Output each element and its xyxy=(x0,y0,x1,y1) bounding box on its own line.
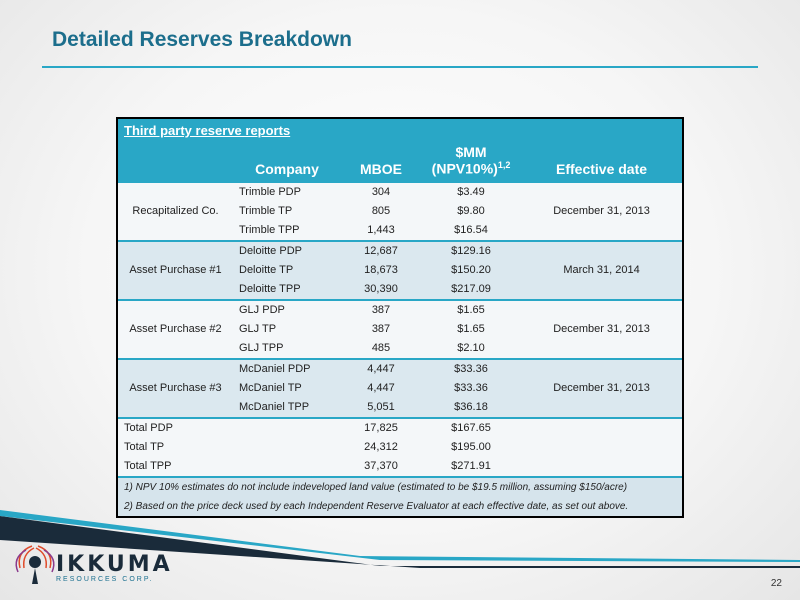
group-label: Asset Purchase #3 xyxy=(118,359,233,418)
mboe-cell: 5,051 xyxy=(367,401,395,414)
npv-cell: $33.36 xyxy=(421,359,521,379)
company-cell: McDaniel TP xyxy=(239,382,302,395)
group-label: Asset Purchase #1 xyxy=(118,241,233,300)
npv-cell: $33.36 xyxy=(454,382,488,395)
page-number: 22 xyxy=(770,578,782,589)
mboe-cell: 4,447 xyxy=(367,382,395,395)
total-label: Total TP xyxy=(124,441,165,454)
npv-cell: $129.16 xyxy=(421,241,521,261)
header-npv-sup: 1,2 xyxy=(497,160,511,170)
logo-name: IKKUMA xyxy=(56,552,173,577)
company-cell: McDaniel TPP xyxy=(239,401,310,414)
company-cell: Trimble PDP xyxy=(239,186,301,199)
company-cell: McDaniel PDP xyxy=(233,359,341,379)
effective-date-cell: December 31, 2013 xyxy=(521,359,682,418)
mboe-cell: 12,687 xyxy=(341,241,421,261)
mboe-cell: 1,443 xyxy=(367,224,395,237)
company-cell: Deloitte PDP xyxy=(233,241,341,261)
mboe-cell: 387 xyxy=(341,300,421,320)
total-mboe: 24,312 xyxy=(364,441,398,454)
mboe-cell: 387 xyxy=(371,323,391,336)
npv-cell: $16.54 xyxy=(454,224,488,237)
effective-date-cell: December 31, 2013 xyxy=(521,300,682,359)
title-divider xyxy=(42,66,758,68)
company-cell: GLJ TPP xyxy=(239,342,284,355)
total-mboe: 17,825 xyxy=(341,418,421,438)
group-label: Asset Purchase #2 xyxy=(118,300,233,359)
effective-date-cell: March 31, 2014 xyxy=(521,241,682,300)
npv-cell: $150.20 xyxy=(451,264,491,277)
table-caption: Third party reserve reports xyxy=(124,123,291,138)
company-cell: GLJ TP xyxy=(239,323,277,336)
company-cell: Deloitte TP xyxy=(239,264,294,277)
total-label: Total TPP xyxy=(124,460,172,473)
total-row xyxy=(118,418,682,438)
total-npv: $167.65 xyxy=(421,418,521,438)
mboe-cell: 304 xyxy=(371,186,391,199)
company-cell: GLJ PDP xyxy=(233,300,341,320)
mboe-cell: 30,390 xyxy=(364,283,398,296)
npv-cell: $217.09 xyxy=(451,283,491,296)
npv-cell: $1.65 xyxy=(457,323,485,336)
header-company: Company xyxy=(255,160,319,177)
page-title: Detailed Reserves Breakdown xyxy=(52,28,352,51)
header-effective-date: Effective date xyxy=(556,160,648,177)
header-npv-line2: (NPV10%) xyxy=(431,160,498,177)
total-row xyxy=(118,457,682,477)
npv-cell: $9.80 xyxy=(457,205,485,218)
mboe-cell: 4,447 xyxy=(341,359,421,379)
mboe-cell: 805 xyxy=(371,205,391,218)
total-mboe: 37,370 xyxy=(364,460,398,473)
npv-cell: $2.10 xyxy=(457,342,485,355)
company-cell: Trimble TP xyxy=(239,205,293,218)
total-row xyxy=(118,438,682,457)
npv-cell: $36.18 xyxy=(454,401,488,414)
table-row xyxy=(118,183,682,202)
header-npv-line1: $MM xyxy=(455,144,487,160)
total-label: Total PDP xyxy=(118,418,233,438)
npv-cell: $1.65 xyxy=(421,300,521,320)
header-spacer xyxy=(118,140,233,183)
mboe-cell: 18,673 xyxy=(364,264,398,277)
reserves-table xyxy=(116,117,684,518)
group-label: Recapitalized Co. xyxy=(132,205,219,218)
table-row xyxy=(118,359,682,379)
table-row xyxy=(118,241,682,261)
footnote-row xyxy=(118,477,682,497)
mboe-cell: 485 xyxy=(371,342,391,355)
npv-cell: $3.49 xyxy=(457,186,485,199)
company-cell: Trimble TPP xyxy=(239,224,300,237)
total-npv: $195.00 xyxy=(451,441,491,454)
footnote: 2) Based on the price deck used by each Independent Reserve Evaluator at each effective date, as set out above. xyxy=(124,500,629,512)
company-cell: Deloitte TPP xyxy=(239,283,301,296)
logo-subtitle: RESOURCES CORP. xyxy=(56,576,154,583)
footnote: 1) NPV 10% estimates do not include indeveloped land value (estimated to be $19.5 million, assuming $150/acre) xyxy=(118,477,682,497)
table-row xyxy=(118,300,682,320)
header-npv xyxy=(421,140,521,183)
header-mboe: MBOE xyxy=(360,160,402,177)
effective-date-cell: December 31, 2013 xyxy=(553,205,650,218)
total-npv: $271.91 xyxy=(451,460,491,473)
